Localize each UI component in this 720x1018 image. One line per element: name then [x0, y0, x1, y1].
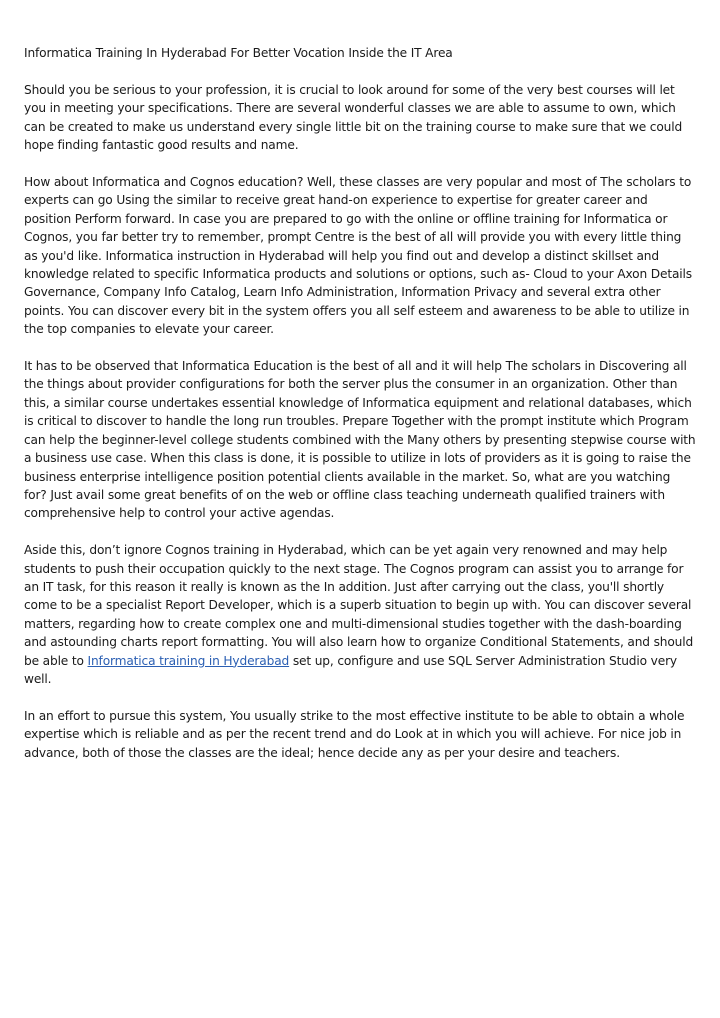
paragraph-4-text-after-link: set up, configure and use SQL Server Administration Studio very well.: [24, 653, 677, 686]
document-title: Informatica Training In Hyderabad For Better Vocation Inside the IT Area: [24, 46, 453, 60]
paragraph-2: How about Informatica and Cognos education? Well, these classes are very popular and most of The scholars to experts can go Using the similar to receive great hand-on experience to expertise for greater career and position Perform forward. In case you are prepared to go with the online or offline training for Informatica or Cognos, you far better try to remember, prompt Centre is the best of all will provide you with every little thing as you'd like. Informatica instruction in Hyderabad will help you find out and develop a distinct skillset and knowledge related to specific Informatica products and solutions or options, such as- Cloud to your Axon Details Governance, Company Info Catalog, Learn Info Administration, Information Privacy and several extra other points. You can discover every bit in the system offers you all self esteem and awareness to be able to utilize in the top companies to elevate your career.: [24, 175, 692, 337]
document-body: [24, 44, 696, 780]
paragraph-5: In an effort to pursue this system, You usually strike to the most effective institute to be able to obtain a whole expertise which is reliable and as per the recent trend and do Look at in which you will achieve. For nice job in advance, both of those the classes are the ideal; hence decide any as per your desire and teachers.: [24, 708, 685, 760]
paragraph-4-text-before-link: Aside this, don’t ignore Cognos training in Hyderabad, which can be yet again very renowned and may help students to push their occupation quickly to the next stage. The Cognos program can assist you to arrange for an IT task, for this reason it really is known as the In addition. Just after carrying out the class, you'll shortly come to be a specialist Report Developer, which is a superb situation to begin up with. You can discover several matters, regarding how to create complex one and multi-dimensional studies together with the dash-boarding and astounding charts report formatting. You will also learn how to organize Conditional Statements, and should be able to: [24, 543, 694, 668]
paragraph-3: It has to be observed that Informatica Education is the best of all and it will help The scholars in Discovering all the things about provider configurations for both the server plus the consumer in an organization. Other than this, a similar course undertakes essential knowledge of Informatica equipment and relational databases, which is critical to discover to handle the long run troubles. Prepare Together with the prompt institute which Program can help the beginner-level college students combined with the Many others by presenting stepwise course with a business use case. When this class is done, it is possible to utilize in lots of providers as it is going to raise the business enterprise intelligence position potential clients available in the market. So, what are you watching for? Just avail some great benefits of on the web or offline class teaching underneath qualified trainers with comprehensive help to control your active agendas.: [24, 359, 696, 521]
paragraph-1: Should you be serious to your profession, it is crucial to look around for some of the very best courses will let you in meeting your specifications. There are several wonderful classes we are able to assume to own, which can be created to make us understand every single little bit on the training course to make sure that we could hope finding fantastic good results and name.: [24, 83, 683, 153]
paragraph-4: [24, 541, 696, 688]
informatica-training-link[interactable]: Informatica training in Hyderabad: [87, 653, 290, 668]
